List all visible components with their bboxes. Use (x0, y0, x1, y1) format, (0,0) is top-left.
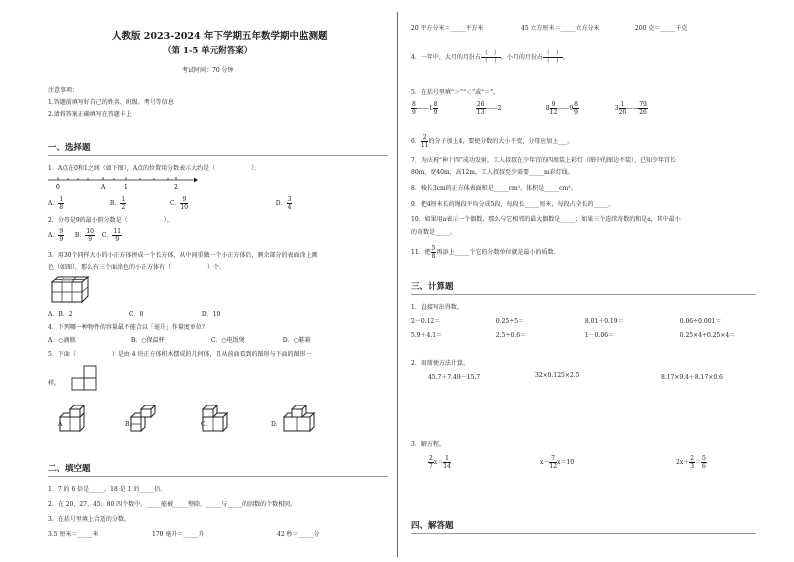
q3-option-ab[interactable]: A．B．2 (48, 311, 73, 318)
fill-q6: 6． $\frac{2}{11}$ 的分子加上4，要使分数的大小不变，分母应加上___。 (411, 134, 574, 149)
q2-option-b[interactable]: B． $\frac{10}{9}$ (74, 228, 94, 243)
q2-option-c[interactable]: C． $\frac{11}{9}$ (101, 228, 122, 243)
q3-options (48, 309, 220, 318)
calc-q3: 3．解方程。 (411, 441, 445, 448)
conversion-left-2: 170 毫升＝_____升 (152, 531, 205, 538)
q5-option-b[interactable]: B. (125, 421, 132, 428)
direct-1-2: 0.25÷5＝ (495, 318, 525, 325)
q5-figure-b (125, 405, 157, 433)
fill-q9: 9．把4厘米长的绳段平均分成5段，每段长_____厘米，每段占全长的_____。 (411, 201, 615, 208)
notice-heading: 注意事项： (48, 87, 79, 94)
q5-option-a[interactable]: A (58, 421, 63, 428)
tick-a: A (101, 184, 106, 191)
calc-q1: 1．直接写出得数。 (411, 304, 463, 311)
compare-1: $\frac{8}{9}$ ——1 $\frac{8}{9}$ (412, 101, 438, 116)
q1-option-b[interactable]: B． $\frac{1}{2}$ (109, 196, 126, 211)
fill-q4: 4．一年中，大月的月份占 $\frac{( )}{( )}$ ，小月的月份占 $\frac{( )}{( )}$ 。 (411, 50, 569, 65)
q3-option-d[interactable]: D．10 (201, 311, 221, 318)
direct-2-4: 0.25×4÷0.25×4＝ (679, 332, 736, 339)
q5-figure-d (282, 405, 318, 433)
fill-q11: 11．把 $\frac{5}{8}$ 再添上_____个它的分数单位就是最小的质数。 (411, 245, 560, 260)
notice-item-2: 2.请将答案正确填写在答题卡上 (48, 111, 132, 118)
q1-option-a[interactable]: A． $\frac{1}{8}$ (48, 196, 64, 211)
direct-row-1 (411, 316, 721, 325)
q5-figure-c (201, 405, 233, 433)
page-subtitle: （第 1-5 单元附答案） (163, 46, 253, 56)
q5-line-1: 5．下面（ ）是由 4 块正方体积木摆成的几何体，且从前面看到的图形与下面的图形一 (48, 351, 312, 358)
tick-1: 1 (124, 184, 128, 191)
exam-time: 考试时间：70 分钟 (182, 67, 234, 74)
calc-q2: 2．用简便方法计算。 (411, 360, 469, 367)
cube-block-figure (48, 276, 90, 304)
q4-option-d[interactable]: D．○鞋箱 (282, 337, 311, 344)
q4-option-a[interactable]: A．○滴瓶 (48, 337, 76, 344)
q4-options (48, 335, 311, 344)
fill-q7-line-2: 80m，宽40m，高12m，工人叔叔至少需要_____m彩灯线。 (411, 169, 574, 176)
q5-line-2: 样。 (48, 380, 61, 387)
compare-4: 3 $\frac{1}{26}$ —— $\frac{79}{26}$ (614, 101, 647, 116)
number-line (48, 174, 198, 192)
conversion-right-2: 45 立方厘米＝_____立方分米 (521, 25, 600, 32)
column-divider (397, 12, 398, 557)
fill-q1: 1．7 的 6 倍是_____，18 是 1 的_____倍。 (48, 486, 167, 493)
fill-q10-line-2: 的奇数是_____。 (411, 229, 457, 236)
conversion-left-1: 3.5 厘米＝_____米 (48, 531, 99, 538)
fill-q7-line-1: 7．为庆祝“神十四”成功发射，工人叔叔在少年宫的四周装上彩灯（图中的图边不装），已知少年宫长 (411, 157, 676, 164)
section-2-rule (48, 476, 388, 477)
direct-1-3: 8.01＋0.19＝ (584, 318, 624, 325)
direct-2-3: 1－0.06＝ (584, 332, 615, 339)
q4-option-b[interactable]: B．○保温杯 (130, 337, 165, 344)
q5-option-d[interactable]: D. (271, 421, 278, 428)
fill-q3: 3．在括号里填上合适的分数。 (48, 516, 130, 523)
compare-row (411, 101, 648, 116)
q3-line-2: 色（如图），那么有三个面涂色的小正方体有（ ）个． (48, 264, 226, 271)
simplify-1: 45.7＋7.49－15.7 (428, 374, 481, 381)
q3-line-1: 3．用30个同样大小的小正方体拼成一个长方体，从中间重做一个小正方体后，剩余部分的表面涂上颜 (48, 252, 318, 259)
fill-q10-line-1: 10．如果用a表示一个偶数，那么与它相邻的最大偶数是_____；如果三个连续奇数的和是a，其中最小 (411, 216, 681, 223)
section-3-rule (411, 294, 756, 295)
fill-q5: 5．在括号里填“＞”“＜”或“＝”。 (411, 89, 500, 96)
simplify-2: 32×0.125×2.5 (535, 372, 580, 379)
section-2-title: 二、填空题 (48, 464, 91, 474)
q2-text: 2．分母是9的最小假分数是（ ）。 (48, 217, 173, 224)
q2-options (48, 228, 122, 243)
fill-q8: 8．棱长3cm的正方体表面积是_____cm²，体积是_____cm³。 (411, 185, 577, 192)
section-4-rule (411, 533, 756, 534)
tick-0: 0 (56, 184, 60, 191)
q2-option-a[interactable]: A． $\frac{9}{9}$ (48, 228, 64, 243)
direct-2-2: 2.5÷0.6＝ (495, 332, 527, 339)
q5-figure-a (58, 405, 90, 433)
compare-2: $\frac{26}{13}$ ——2 (476, 101, 502, 116)
q5-option-c[interactable]: C. (201, 421, 208, 428)
q4-option-c[interactable]: C．○电饭煲 (210, 337, 245, 344)
section-3-title: 三、计算题 (411, 282, 454, 292)
front-view-figure (64, 364, 104, 398)
compare-3: 8 $\frac{9}{12}$ ——9 $\frac{8}{9}$ (545, 101, 578, 116)
q1-option-d[interactable]: D． $\frac{3}{4}$ (275, 196, 292, 211)
section-1-title: 一、选择题 (48, 143, 91, 153)
notice-item-1: 1.答题前填写好自己的姓名、班级、考号等信息 (48, 99, 174, 106)
equation-2: x－ $\frac{7}{12}$ x＝10 (540, 455, 575, 470)
q4-text: 4．下列哪一种物件的容量最不能合以「毫升」作量度单位？ (48, 324, 208, 331)
q3-option-c[interactable]: C．8 (128, 311, 144, 318)
conversion-right-1: 20 平方分米＝_____平方米 (411, 25, 484, 32)
q1-options (48, 196, 292, 211)
page-title: 人教版 2023-2024 年下学期五年数学期中监测题 (112, 31, 328, 42)
equation-1: $\frac{2}{7}$ x＝ $\frac{1}{14}$ (429, 455, 451, 470)
q1-text: 1．A点在0和1之间（如下图），A点的位置用分数表示大约是（ ）． (48, 165, 261, 172)
equation-3: 2x＋ $\frac{2}{3}$ ＝ $\frac{5}{6}$ (676, 455, 706, 470)
fill-q2: 2．在 20、27、45、80 四个数中，_____能被_____整除，_____与_____的因数的个数相同。 (48, 501, 297, 508)
direct-row-2 (411, 330, 735, 339)
section-4-title: 四、解答题 (411, 521, 454, 531)
q1-option-c[interactable]: C． $\frac{9}{10}$ (169, 196, 189, 211)
conversion-right-3: 200 克＝_____千克 (635, 25, 688, 32)
direct-1-1: 2－0.12＝ (411, 318, 441, 325)
tick-2: 2 (174, 184, 178, 191)
conversion-left-3: 42 秒＝_____分 (277, 531, 320, 538)
direct-2-1: 5.9＋4.1＝ (411, 332, 443, 339)
direct-1-4: 0.06÷0.001＝ (679, 318, 722, 325)
section-1-rule (48, 155, 388, 156)
simplify-3: 8.17×9.4＋8.17×0.6 (661, 374, 723, 381)
